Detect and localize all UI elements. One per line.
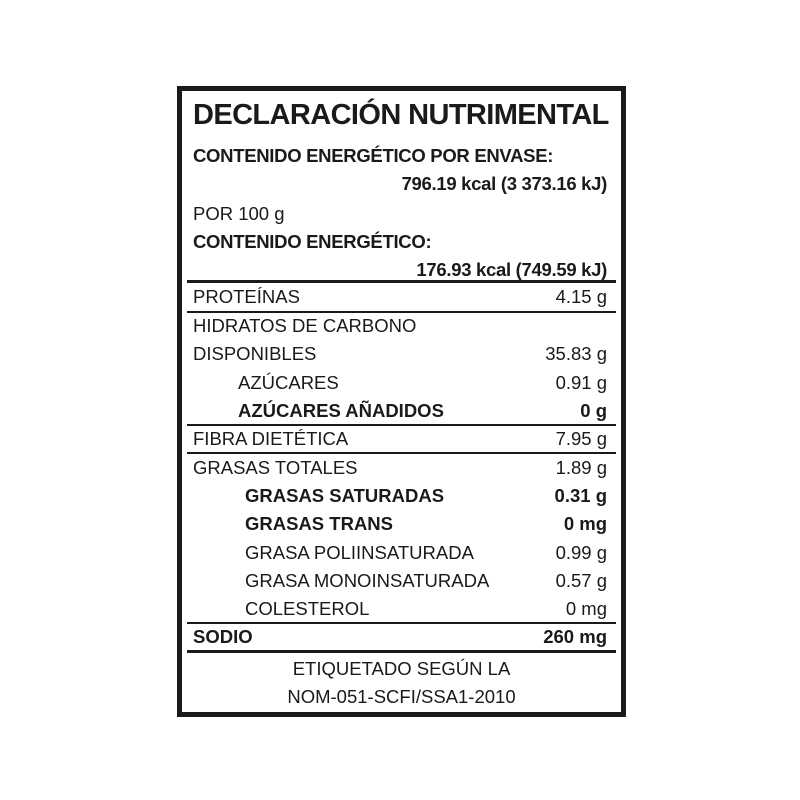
row-grasas-saturadas-name: GRASAS SATURADAS	[245, 485, 445, 506]
footer-line-2: NOM-051-SCFI/SSA1-2010	[287, 686, 516, 707]
row-proteinas-value: 4.15 g	[555, 286, 607, 307]
row-sodio-value: 260 mg	[543, 626, 607, 647]
energy-per-package-label: CONTENIDO ENERGÉTICO POR ENVASE:	[193, 145, 554, 166]
per-portion-label: POR 100 g	[193, 203, 285, 224]
divider	[187, 280, 616, 283]
row-colesterol-name: COLESTEROL	[245, 598, 370, 619]
row-azucares-value: 0.91 g	[555, 372, 607, 393]
label-title: DECLARACIÓN NUTRIMENTAL	[193, 99, 609, 131]
nutrition-label	[177, 86, 626, 717]
energy-value: 176.93 kcal (749.59 kJ)	[416, 259, 607, 280]
row-disponibles-value: 35.83 g	[545, 343, 607, 364]
row-hidratos-name: HIDRATOS DE CARBONO	[193, 315, 417, 336]
divider	[187, 650, 616, 653]
divider	[187, 622, 616, 624]
divider	[187, 452, 616, 454]
footer-line-1: ETIQUETADO SEGÚN LA	[292, 658, 511, 679]
row-grasa-poli-value: 0.99 g	[555, 542, 607, 563]
divider	[187, 424, 616, 426]
row-azucares-anadidos-value: 0 g	[580, 400, 607, 421]
row-grasas-totales-name: GRASAS TOTALES	[193, 457, 358, 478]
energy-per-package-value: 796.19 kcal (3 373.16 kJ)	[401, 173, 607, 194]
row-grasas-trans-name: GRASAS TRANS	[245, 513, 394, 534]
row-grasa-mono-name: GRASA MONOINSATURADA	[245, 570, 490, 591]
row-grasas-totales-value: 1.89 g	[555, 457, 607, 478]
row-grasas-trans-value: 0 mg	[563, 513, 607, 534]
row-azucares-name: AZÚCARES	[238, 372, 339, 393]
row-sodio-name: SODIO	[193, 626, 253, 647]
row-grasa-mono-value: 0.57 g	[555, 570, 607, 591]
row-proteinas-name: PROTEÍNAS	[193, 286, 300, 307]
row-azucares-anadidos-name: AZÚCARES AÑADIDOS	[238, 400, 444, 421]
row-colesterol-value: 0 mg	[565, 598, 607, 619]
row-grasas-saturadas-value: 0.31 g	[554, 485, 607, 506]
energy-label: CONTENIDO ENERGÉTICO:	[193, 231, 432, 252]
row-fibra-name: FIBRA DIETÉTICA	[193, 428, 349, 449]
row-fibra-value: 7.95 g	[555, 428, 607, 449]
divider	[187, 311, 616, 313]
row-disponibles-name: DISPONIBLES	[193, 343, 317, 364]
row-grasa-poli-name: GRASA POLIINSATURADA	[245, 542, 474, 563]
